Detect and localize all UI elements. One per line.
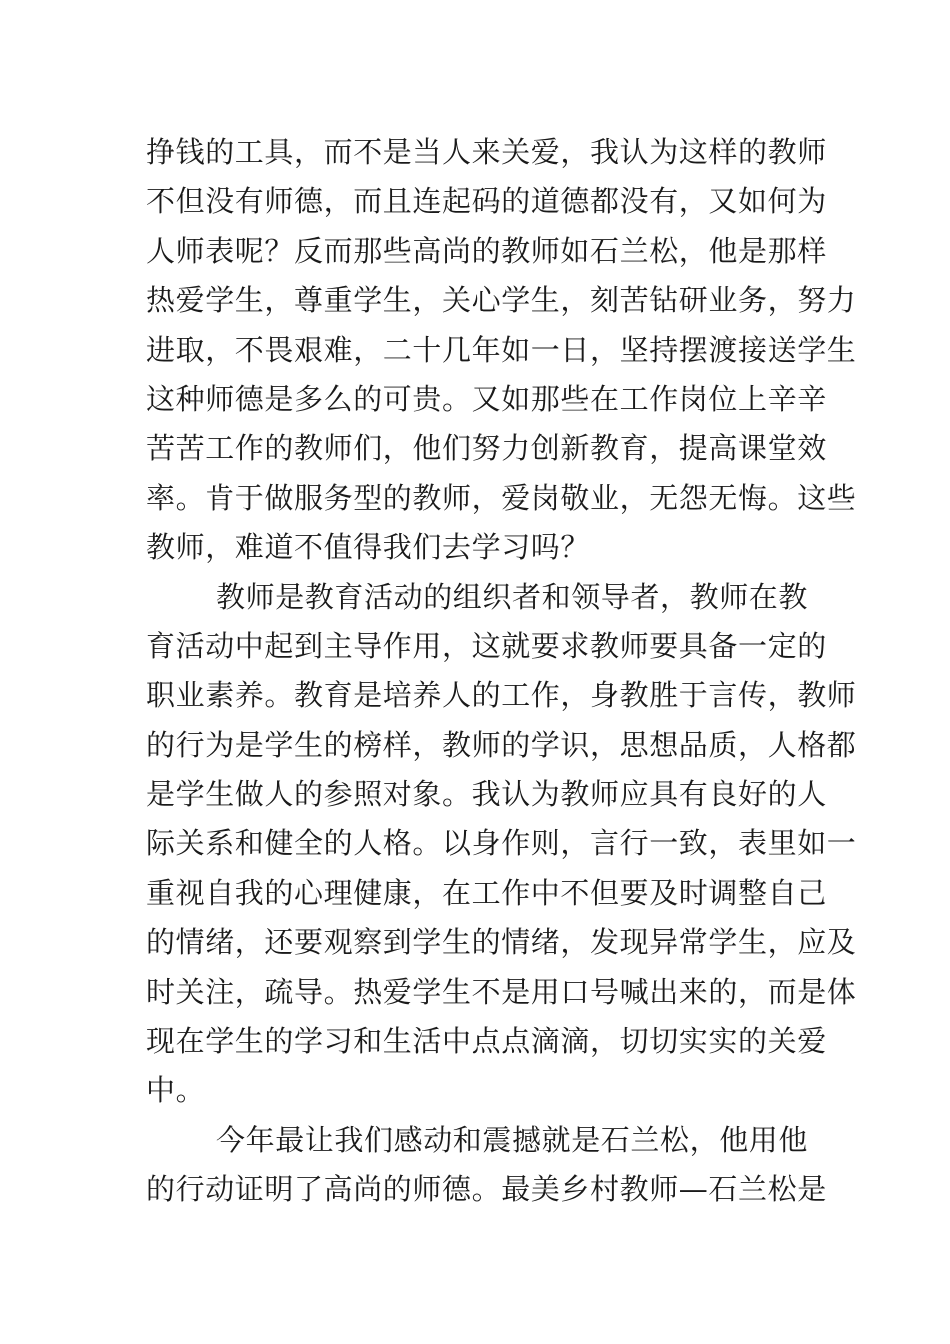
text-line: 的行动证明了高尚的师德。最美乡村教师—石兰松是: [146, 1172, 827, 1207]
text-line: 挣钱的工具，而不是当人来关爱，我认为这样的教师: [146, 135, 827, 169]
paragraph-1: [146, 128, 857, 573]
text-line: 的情绪，还要观察到学生的情绪，发现异常学生，应及: [146, 925, 857, 960]
text-line: 中。: [146, 1073, 206, 1108]
text-line: 热爱学生，尊重学生，关心学生，刻苦钻研业务，努力: [146, 283, 857, 318]
text-line: 进取，不畏艰难，二十几年如一日，坚持摆渡接送学生: [146, 332, 857, 367]
text-line: 不但没有师德，而且连起码的道德都没有，又如何为: [146, 184, 827, 219]
text-line: 这种师德是多么的可贵。又如那些在工作岗位上辛辛: [146, 381, 827, 416]
paragraph-2: [146, 573, 857, 1116]
text-line: 现在学生的学习和生活中点点滴滴，切切实实的关爱: [146, 1024, 827, 1059]
text-line: 重视自我的心理健康，在工作中不但要及时调整自己: [146, 875, 827, 910]
text-line: 苦苦工作的教师们，他们努力创新教育，提高课堂效: [146, 431, 827, 466]
text-line: 教师，难道不值得我们去学习吗？: [146, 530, 591, 565]
text-line: 今年最让我们感动和震撼就是石兰松，他用他: [216, 1122, 809, 1157]
text-line: 育活动中起到主导作用，这就要求教师要具备一定的: [146, 628, 827, 663]
text-line: 际关系和健全的人格。以身作则，言行一致，表里如一: [146, 826, 857, 861]
text-line: 教师是教育活动的组织者和领导者，教师在教: [216, 579, 809, 614]
document-body: [146, 128, 857, 1215]
text-line: 率。肯于做服务型的教师，爱岗敬业，无怨无悔。这些: [146, 480, 857, 515]
text-line: 的行为是学生的榜样，教师的学识，思想品质，人格都: [146, 727, 857, 762]
text-line: 人师表呢？反而那些高尚的教师如石兰松，他是那样: [146, 233, 827, 268]
text-line: 是学生做人的参照对象。我认为教师应具有良好的人: [146, 777, 827, 812]
text-line: 时关注，疏导。热爱学生不是用口号喊出来的，而是体: [146, 974, 857, 1009]
text-line: 职业素养。教育是培养人的工作，身教胜于言传，教师: [146, 678, 857, 713]
paragraph-3: [146, 1116, 827, 1215]
